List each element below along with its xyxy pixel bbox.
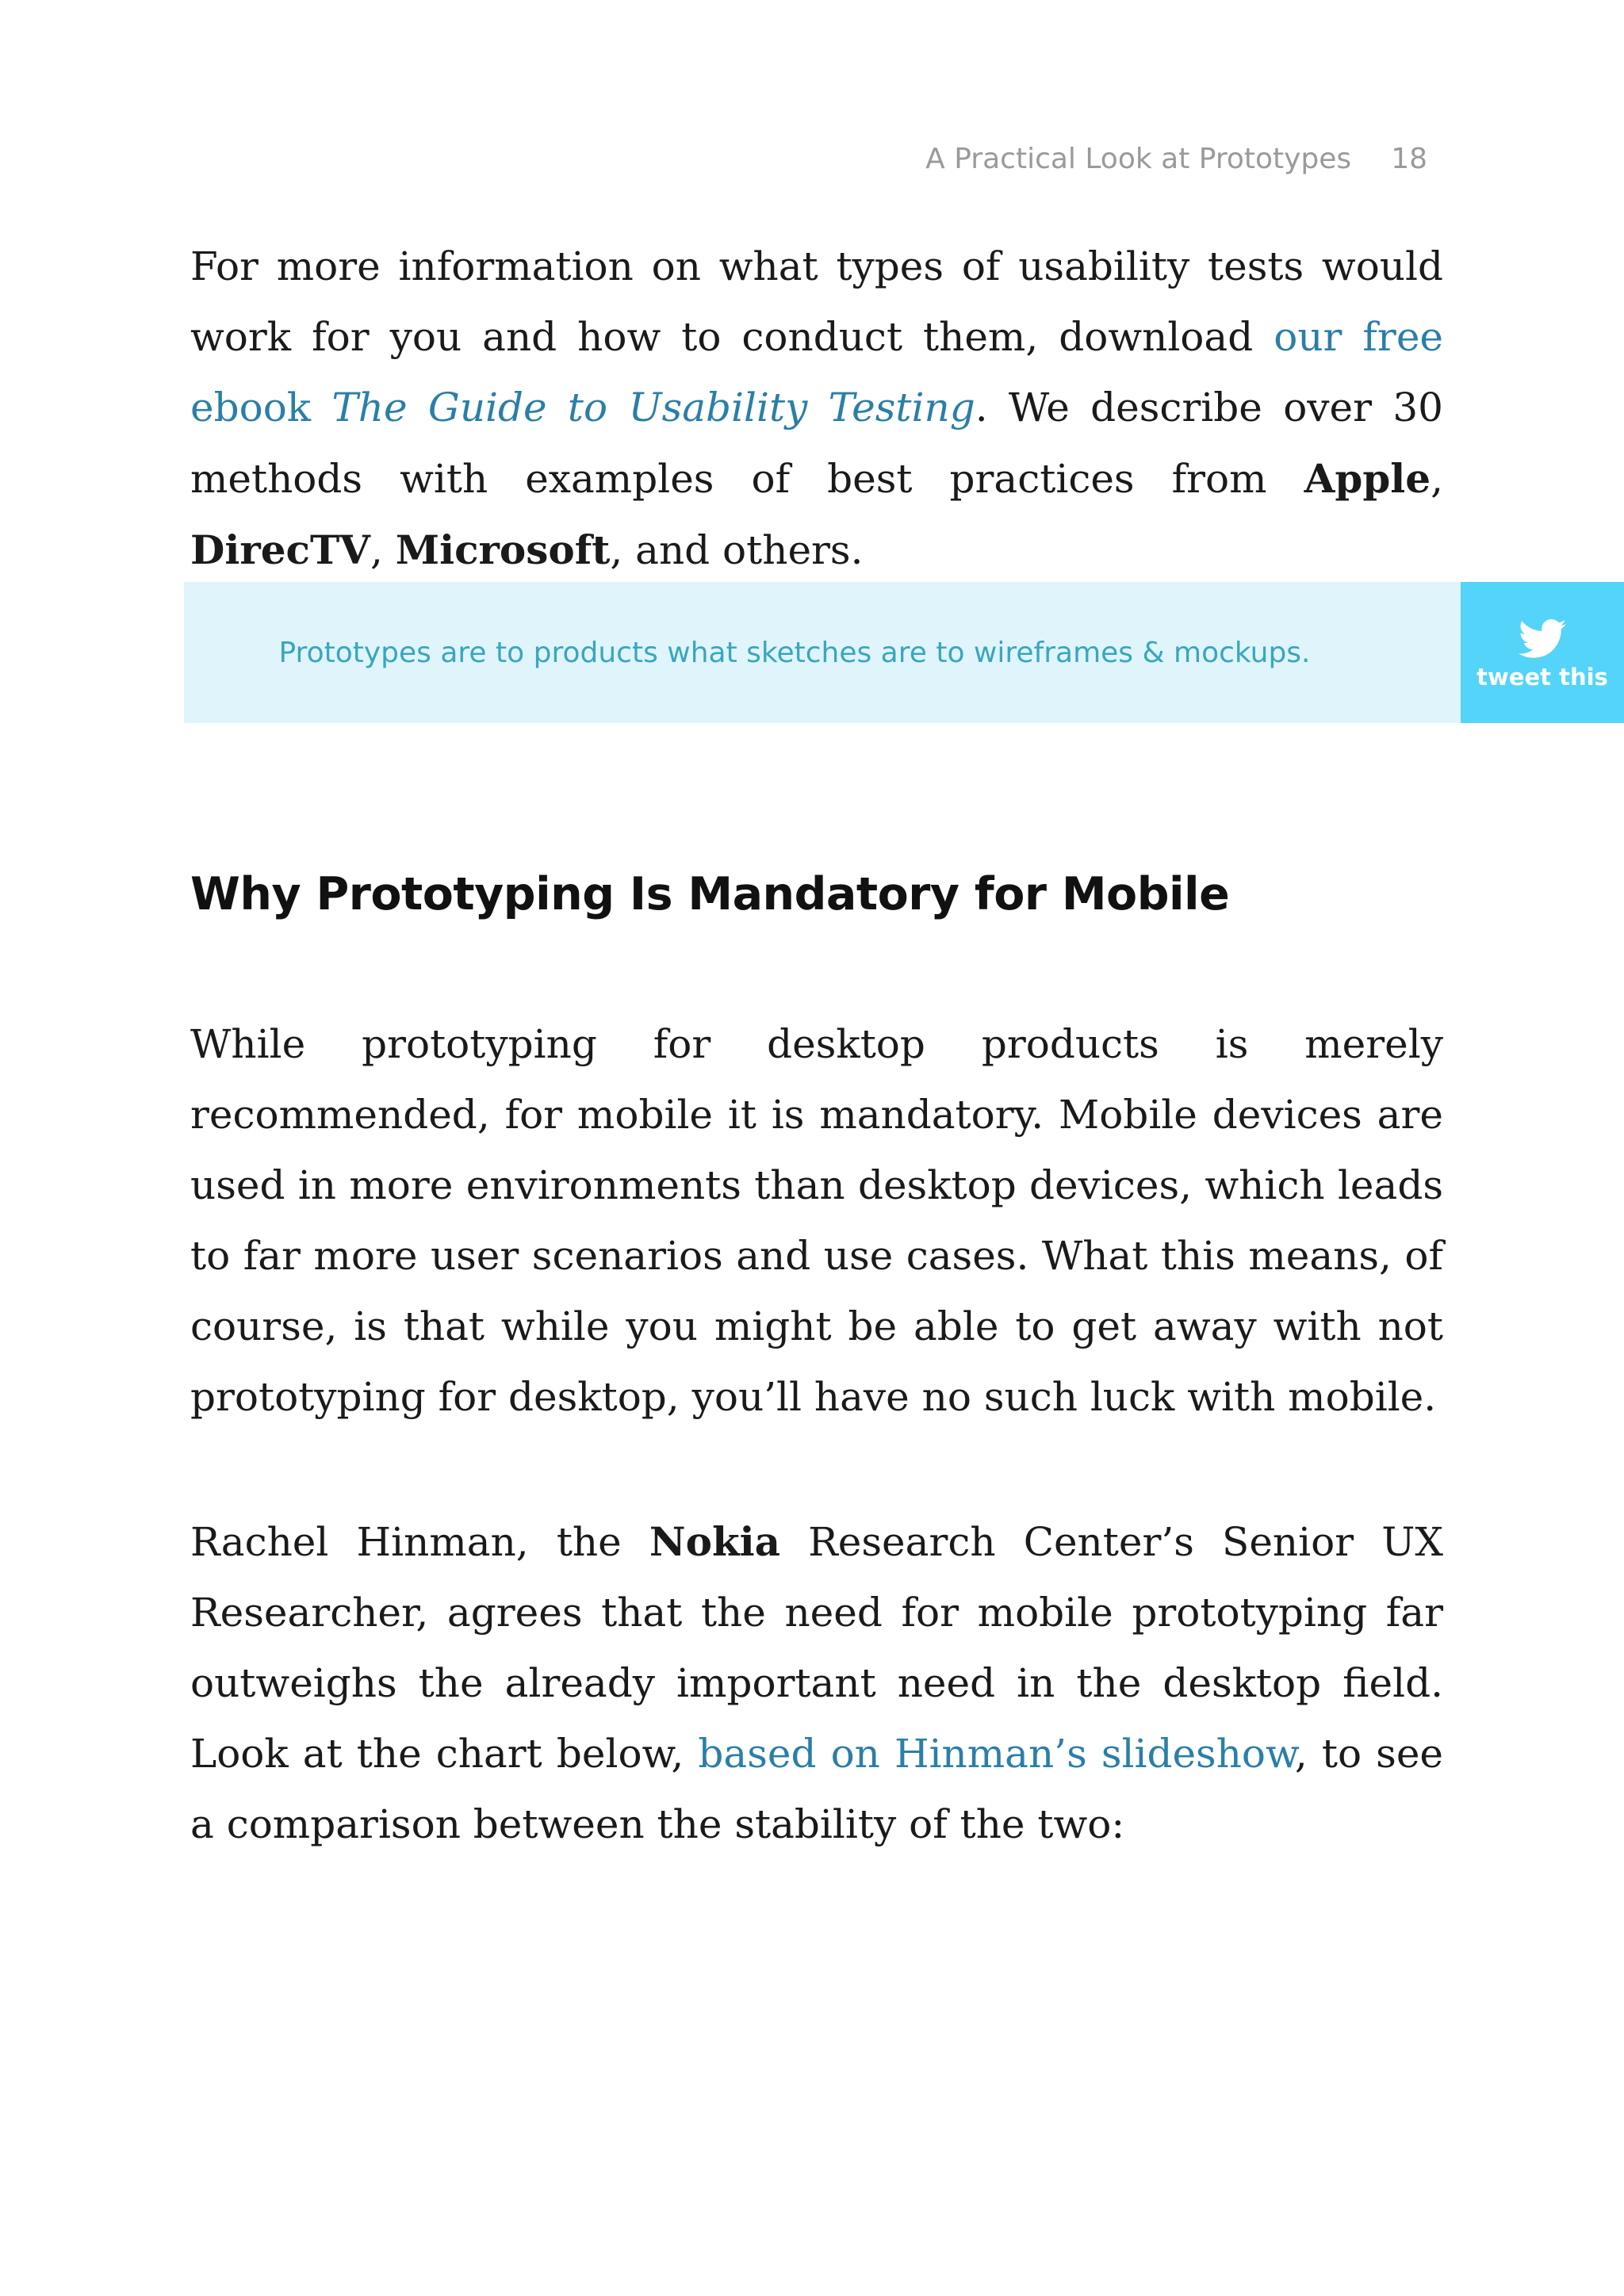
running-header xyxy=(925,143,1427,175)
intro-text-1: For more information on what types of usability tests would work for you and how to conduct them, download xyxy=(190,243,1443,360)
company-apple: Apple xyxy=(1304,455,1431,502)
separator: , xyxy=(1431,456,1443,502)
page-number: 18 xyxy=(1391,143,1427,175)
intro-text-2: . We describe over 30 methods with examples of best practices from xyxy=(190,385,1443,502)
company-microsoft: Microsoft xyxy=(395,526,611,573)
company-nokia: Nokia xyxy=(649,1518,780,1565)
twitter-bird-icon xyxy=(1519,619,1566,659)
hinman-text-3: , to see a comparison between the stability of the two: xyxy=(190,1731,1443,1847)
mobile-paragraph: While prototyping for desktop products is merely recommended, for mobile it is mandatory. Mobile devices are used in more environments than desktop devices, which leads to far more user scenarios and use cases. What this means, of course, is that while you might be able to get away with not prototyping for desktop, you’ll have no such luck with mobile. xyxy=(190,1021,1443,1420)
tweet-label: tweet this xyxy=(1477,664,1608,691)
pull-quote-box xyxy=(184,582,1461,723)
slideshow-link[interactable]: based on Hinman’s slideshow xyxy=(698,1731,1295,1777)
ebook-link-text: our free ebook xyxy=(190,314,1444,430)
separator: , xyxy=(370,527,396,573)
hinman-text-2: Research Center’s Senior UX Researcher, agrees that the need for mobile prototyping far outweighs the already important need in the desktop field. Look at the chart below, xyxy=(190,1519,1444,1777)
intro-text-end: , and others. xyxy=(610,527,864,573)
hinman-paragraph xyxy=(190,1506,1443,1860)
company-directv: DirecTV xyxy=(190,526,370,573)
section-heading: Why Prototyping Is Mandatory for Mobile xyxy=(190,868,1230,920)
header-title: A Practical Look at Prototypes xyxy=(925,143,1352,175)
intro-paragraph xyxy=(190,232,1443,586)
ebook-link-title: The Guide to Usability Testing xyxy=(331,385,975,430)
tweet-button[interactable] xyxy=(1461,582,1624,723)
hinman-text-1: Rachel Hinman, the xyxy=(190,1519,649,1565)
pull-quote-text: Prototypes are to products what sketches are to wireframes & mockups. xyxy=(278,636,1311,669)
